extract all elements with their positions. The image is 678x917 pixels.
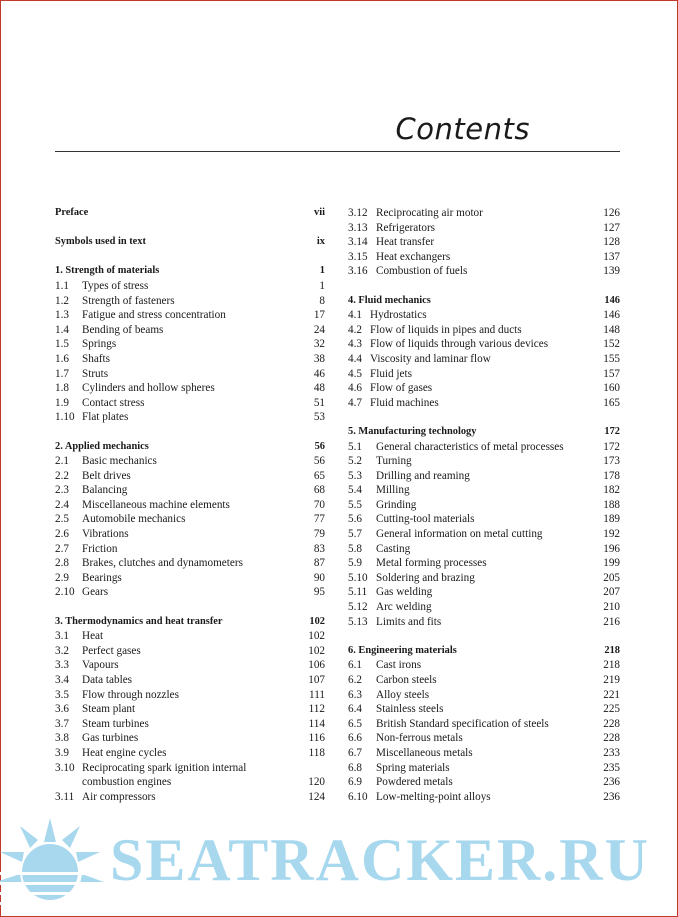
toc-entry-number: 6.2 — [348, 674, 362, 686]
toc-page-number: 146 — [603, 309, 620, 322]
toc-entry-number: 1.8 — [55, 382, 69, 395]
toc-entry-number: 5.4 — [348, 484, 362, 497]
toc-page-number: 107 — [308, 674, 325, 686]
toc-left-column — [55, 206, 325, 804]
toc-page-number: 157 — [603, 367, 620, 380]
toc-chapter-heading — [55, 615, 325, 630]
toc-entry — [55, 367, 325, 382]
toc-entry-number: 5.1 — [348, 440, 362, 453]
toc-entry-title: Symbols used in text — [55, 236, 146, 248]
toc-entry — [55, 702, 325, 717]
toc-entry-title: Automobile mechanics — [82, 513, 186, 526]
toc-entry — [348, 717, 620, 732]
toc-page-number: 172 — [603, 440, 620, 453]
toc-page-number: 182 — [603, 484, 620, 497]
toc-entry-title: Strength of fasteners — [82, 294, 175, 307]
toc-entry — [348, 790, 620, 805]
toc-entry-number: 3.9 — [55, 746, 69, 759]
toc-entry-title: Flow of gases — [370, 382, 433, 395]
toc-entry — [55, 658, 325, 673]
toc-entry-number: 1.6 — [55, 352, 69, 365]
toc-entry-number: 1.3 — [55, 309, 69, 322]
toc-page-number: 120 — [308, 776, 325, 789]
toc-entry — [348, 352, 620, 367]
toc-entry-title: Reciprocating spark ignition internal — [82, 761, 247, 774]
toc-entry — [348, 469, 620, 484]
toc-page-number: 228 — [603, 717, 620, 730]
toc-entry — [348, 381, 620, 396]
toc-entry-title: Bending of beams — [82, 323, 164, 336]
toc-entry — [348, 323, 620, 338]
toc-page-number: 127 — [603, 221, 620, 234]
toc-chapter-heading — [348, 425, 620, 440]
toc-page-number: 219 — [603, 674, 620, 686]
toc-entry-title: Shafts — [82, 352, 110, 365]
toc-page-number: 118 — [308, 746, 325, 759]
toc-entry-number: 6.1 — [348, 659, 362, 672]
toc-entry-number: 6.4 — [348, 703, 362, 716]
toc-entry — [55, 556, 325, 571]
toc-entry — [55, 644, 325, 659]
toc-entry-number: 3.3 — [55, 659, 69, 672]
toc-entry — [55, 746, 325, 761]
toc-entry-number: 5.6 — [348, 513, 362, 526]
toc-page-number: 165 — [603, 396, 620, 409]
toc-chapter-heading — [55, 235, 325, 250]
toc-entry-number: 5.2 — [348, 455, 362, 468]
toc-entry-number: 1.4 — [55, 323, 69, 336]
toc-entry-number: 2.5 — [55, 513, 69, 526]
page-title: Contents — [395, 112, 530, 146]
toc-entry-number: 6.6 — [348, 732, 362, 745]
toc-entry-number: 4.6 — [348, 382, 362, 395]
toc-entry-number: 3.7 — [55, 717, 69, 730]
toc-entry-title: Turning — [376, 455, 412, 468]
toc-entry-number: 6.8 — [348, 761, 362, 774]
toc-entry-number: 1.2 — [55, 294, 69, 307]
toc-entry-title: Stainless steels — [376, 703, 444, 716]
toc-entry — [348, 775, 620, 790]
toc-page-number: 102 — [308, 644, 325, 657]
toc-page-number: 152 — [603, 338, 620, 351]
toc-entry-number: 5.8 — [348, 542, 362, 555]
toc-entry-title: Gas welding — [376, 586, 433, 599]
toc-entry-title: Belt drives — [82, 469, 131, 482]
toc-entry — [348, 761, 620, 776]
toc-page-number: 38 — [313, 352, 325, 365]
toc-page-number: 139 — [603, 265, 620, 278]
toc-entry-title: combustion engines — [82, 776, 172, 789]
toc-entry-title: Cutting-tool materials — [376, 513, 475, 526]
toc-entry-title: Contact stress — [82, 396, 145, 409]
toc-entry-number: 3.16 — [348, 265, 368, 278]
toc-entry — [55, 761, 325, 776]
toc-entry-number: 4.2 — [348, 323, 362, 336]
toc-entry-title: 2. Applied mechanics — [55, 440, 149, 452]
toc-page-number: 95 — [313, 586, 325, 599]
toc-page-number: 199 — [603, 557, 620, 570]
toc-entry-title: 4. Fluid mechanics — [348, 294, 431, 306]
toc-entry-number: 3.2 — [55, 644, 69, 657]
toc-page-number: 228 — [603, 732, 620, 745]
toc-entry — [55, 308, 325, 323]
toc-entry — [348, 600, 620, 615]
toc-page-number: 56 — [313, 455, 325, 468]
toc-entry — [55, 381, 325, 396]
toc-entry — [348, 264, 620, 279]
toc-entry-title: Low-melting-point alloys — [376, 790, 491, 803]
toc-entry-title: 1. Strength of materials — [55, 265, 160, 277]
toc-page-number: 102 — [308, 630, 325, 643]
toc-entry-number: 3.12 — [348, 207, 368, 219]
toc-page-number: 172 — [604, 425, 620, 437]
toc-entry-title: 3. Thermodynamics and heat transfer — [55, 615, 223, 627]
toc-page-number: 32 — [313, 338, 325, 351]
toc-entry-title: Heat transfer — [376, 236, 435, 249]
toc-entry-number: 2.7 — [55, 542, 69, 555]
toc-entry — [348, 337, 620, 352]
toc-entry-number: 3.11 — [55, 790, 75, 803]
toc-entry-number: 3.6 — [55, 703, 69, 716]
toc-page-number: 106 — [308, 659, 325, 672]
toc-entry-number: 2.2 — [55, 469, 69, 482]
toc-entry-title: Brakes, clutches and dynamometers — [82, 557, 243, 570]
toc-page-number: 216 — [603, 615, 620, 628]
toc-entry-number: 2.3 — [55, 484, 69, 497]
toc-page-number: 79 — [313, 528, 325, 541]
toc-entry-title: Viscosity and laminar flow — [370, 352, 491, 365]
toc-entry-number: 2.6 — [55, 528, 69, 541]
toc-page-number: 8 — [319, 294, 325, 307]
toc-entry-title: Spring materials — [376, 761, 450, 774]
toc-entry-title: Preface — [55, 207, 89, 218]
watermark-text: SEATRACKER.RU — [110, 827, 650, 893]
toc-page-number: 221 — [603, 688, 620, 701]
toc-entry — [55, 294, 325, 309]
toc-page-number: 102 — [309, 615, 325, 627]
toc-entry-title: Casting — [376, 542, 411, 555]
toc-chapter-heading — [55, 206, 325, 221]
toc-entry — [348, 308, 620, 323]
toc-entry — [348, 527, 620, 542]
toc-page-number: 1 — [319, 265, 325, 277]
toc-entry-title: Milling — [376, 484, 410, 497]
toc-page-number: 124 — [308, 790, 325, 803]
toc-entry-title: Cylinders and hollow spheres — [82, 382, 215, 395]
toc-entry-title: General characteristics of metal processes — [376, 440, 564, 453]
toc-entry — [55, 337, 325, 352]
toc-entry-number: 6.10 — [348, 790, 368, 803]
toc-entry-title: Refrigerators — [376, 221, 436, 234]
toc-entry-title: Carbon steels — [376, 674, 437, 686]
toc-entry — [348, 221, 620, 236]
toc-entry-title: Friction — [82, 542, 118, 555]
toc-entry-number: 5.5 — [348, 498, 362, 511]
toc-entry-title: Arc welding — [376, 601, 432, 614]
toc-entry-number: 2.8 — [55, 557, 69, 570]
toc-entry-title: Flow through nozzles — [82, 688, 179, 701]
toc-page-number: 210 — [603, 601, 620, 614]
toc-entry-title: Springs — [82, 338, 117, 351]
toc-entry — [55, 731, 325, 746]
toc-entry-number: 5.9 — [348, 557, 362, 570]
toc-entry — [55, 571, 325, 586]
toc-entry — [55, 512, 325, 527]
toc-entry — [55, 717, 325, 732]
toc-entry-title: Non-ferrous metals — [376, 732, 463, 745]
toc-page-number: 87 — [313, 557, 325, 570]
toc-entry — [348, 673, 620, 688]
toc-entry-number: 4.5 — [348, 367, 362, 380]
toc-page-number: 112 — [308, 703, 325, 716]
toc-entry — [55, 688, 325, 703]
toc-entry — [348, 235, 620, 250]
toc-entry — [55, 673, 325, 688]
toc-entry-number: 3.1 — [55, 630, 69, 643]
toc-entry — [348, 731, 620, 746]
toc-entry — [55, 323, 325, 338]
toc-entry-number: 5.7 — [348, 528, 362, 541]
toc-page-number: 137 — [603, 250, 620, 263]
toc-entry-number: 4.7 — [348, 396, 362, 409]
toc-page-number: 236 — [603, 776, 620, 789]
toc-entry-title: Basic mechanics — [82, 455, 157, 468]
toc-page-number: ix — [316, 236, 325, 248]
toc-entry-number: 6.5 — [348, 717, 362, 730]
toc-entry-title: Flat plates — [82, 411, 129, 424]
toc-entry-number: 3.8 — [55, 732, 69, 745]
toc-chapter-heading — [348, 294, 620, 309]
toc-page-number: 111 — [309, 688, 325, 701]
toc-entry-title: Data tables — [82, 674, 133, 686]
toc-entry-title: Air compressors — [82, 790, 156, 803]
toc-entry-title: Alloy steels — [376, 688, 430, 701]
toc-entry — [55, 542, 325, 557]
toc-entry-title: Hydrostatics — [370, 309, 427, 322]
title-rule — [55, 151, 620, 152]
toc-entry-number: 3.14 — [348, 236, 368, 249]
toc-entry-title: Balancing — [82, 484, 128, 497]
toc-entry-title: Reciprocating air motor — [376, 207, 483, 219]
toc-page-number: 17 — [313, 309, 325, 322]
toc-entry-number: 5.10 — [348, 571, 368, 584]
toc-page-number: 51 — [313, 396, 325, 409]
toc-entry-title: Heat exchangers — [376, 250, 451, 263]
toc-entry-number: 5.3 — [348, 469, 362, 482]
toc-page-number: 114 — [308, 717, 325, 730]
toc-page-number: 160 — [603, 382, 620, 395]
toc-page-number: 53 — [313, 411, 325, 424]
toc-entry-title: Types of stress — [82, 279, 149, 292]
toc-entry-number: 3.15 — [348, 250, 368, 263]
toc-entry — [348, 615, 620, 630]
toc-entry — [348, 556, 620, 571]
toc-entry — [55, 352, 325, 367]
toc-entry-number: 1.9 — [55, 396, 69, 409]
toc-entry — [55, 396, 325, 411]
toc-entry-title: Gears — [82, 586, 109, 599]
toc-entry-title: Vibrations — [82, 528, 129, 541]
toc-entry — [348, 746, 620, 761]
toc-entry — [55, 775, 325, 790]
toc-entry-title: Powdered metals — [376, 776, 453, 789]
toc-entry-title: Perfect gases — [82, 644, 141, 657]
toc-entry — [55, 585, 325, 600]
toc-entry-number: 5.13 — [348, 615, 368, 628]
toc-entry-number: 3.10 — [55, 761, 75, 774]
toc-entry — [348, 440, 620, 455]
toc-page-number: 189 — [603, 513, 620, 526]
toc-entry-title: Fatigue and stress concentration — [82, 309, 226, 322]
toc-entry-title: 6. Engineering materials — [348, 644, 457, 656]
toc-entry-number: 1.10 — [55, 411, 75, 424]
toc-entry-number: 2.10 — [55, 586, 75, 599]
toc-page-number: vii — [314, 207, 325, 218]
toc-entry-title: Heat engine cycles — [82, 746, 167, 759]
toc-page-number: 207 — [603, 586, 620, 599]
toc-entry-title: Metal forming processes — [376, 557, 487, 570]
toc-page-number: 218 — [603, 659, 620, 672]
toc-entry — [348, 585, 620, 600]
toc-entry-number: 3.5 — [55, 688, 69, 701]
toc-entry-number: 2.4 — [55, 498, 69, 511]
toc-page-number: 155 — [603, 352, 620, 365]
toc-page-number: 128 — [603, 236, 620, 249]
toc-entry — [348, 454, 620, 469]
toc-page-number: 1 — [319, 279, 325, 292]
toc-page-number: 65 — [313, 469, 325, 482]
toc-entry — [348, 483, 620, 498]
toc-entry-title: Soldering and brazing — [376, 571, 475, 584]
toc-page-number: 24 — [313, 323, 325, 336]
toc-entry-title: British Standard specification of steels — [376, 717, 549, 730]
toc-entry-title: Flow of liquids through various devices — [370, 338, 549, 351]
toc-entry-number: 5.11 — [348, 586, 368, 599]
toc-page-number: 126 — [603, 207, 620, 219]
toc-page-number: 146 — [604, 294, 620, 306]
toc-page-number: 90 — [313, 571, 325, 584]
toc-entry — [55, 790, 325, 805]
toc-entry-title: Gas turbines — [82, 732, 139, 745]
toc-entry-number: 4.3 — [348, 338, 362, 351]
toc-entry — [348, 512, 620, 527]
toc-entry — [55, 279, 325, 294]
toc-page-number: 148 — [603, 323, 620, 336]
toc-entry — [55, 483, 325, 498]
toc-entry-title: Miscellaneous machine elements — [82, 498, 230, 511]
toc-entry — [348, 498, 620, 513]
toc-entry — [348, 702, 620, 717]
toc-entry-title: Steam plant — [82, 703, 136, 716]
toc-entry-number: 3.13 — [348, 221, 368, 234]
toc-page-number: 235 — [603, 761, 620, 774]
toc-chapter-heading — [348, 644, 620, 659]
toc-page-number: 77 — [313, 513, 325, 526]
toc-entry-number: 3.4 — [55, 674, 69, 686]
toc-page-number: 48 — [313, 382, 325, 395]
toc-entry-title: Vapours — [82, 659, 119, 672]
toc-entry-title: Steam turbines — [82, 717, 149, 730]
toc-page-number: 173 — [603, 455, 620, 468]
toc-entry — [55, 410, 325, 425]
toc-entry — [55, 498, 325, 513]
toc-page-number: 188 — [603, 498, 620, 511]
toc-entry — [348, 542, 620, 557]
toc-page-number: 218 — [604, 644, 620, 656]
toc-entry-number: 5.12 — [348, 601, 368, 614]
toc-entry-number: 2.1 — [55, 455, 69, 468]
toc-entry — [348, 688, 620, 703]
toc-page-number: 196 — [603, 542, 620, 555]
toc-entry-title: Struts — [82, 367, 109, 380]
toc-entry-title: Combustion of fuels — [376, 265, 468, 278]
toc-page-number: 68 — [313, 484, 325, 497]
toc-entry-number: 2.9 — [55, 571, 69, 584]
toc-entry-number: 6.3 — [348, 688, 362, 701]
toc-entry-title: Drilling and reaming — [376, 469, 470, 482]
toc-entry-title: Miscellaneous metals — [376, 746, 473, 759]
toc-page-number: 192 — [603, 528, 620, 541]
toc-page-number: 46 — [313, 367, 325, 380]
toc-entry — [348, 658, 620, 673]
toc-entry-number: 1.1 — [55, 279, 69, 292]
toc-chapter-heading — [55, 440, 325, 455]
toc-entry-number: 1.7 — [55, 367, 69, 380]
toc-entry-number: 4.1 — [348, 309, 362, 322]
toc-entry — [55, 629, 325, 644]
toc-entry — [348, 571, 620, 586]
toc-entry — [55, 469, 325, 484]
toc-page-number: 236 — [603, 790, 620, 803]
toc-right-column — [348, 206, 620, 804]
toc-entry-title: Flow of liquids in pipes and ducts — [370, 323, 522, 336]
toc-page-number: 225 — [603, 703, 620, 716]
toc-entry-title: General information on metal cutting — [376, 528, 543, 541]
toc-chapter-heading — [55, 264, 325, 279]
toc-entry-title: Grinding — [376, 498, 417, 511]
toc-entry — [55, 527, 325, 542]
toc-page-number: 83 — [313, 542, 325, 555]
toc-entry — [55, 454, 325, 469]
toc-entry-title: Heat — [82, 630, 104, 643]
toc-entry — [348, 396, 620, 411]
toc-page-number: 116 — [308, 732, 325, 745]
toc-entry-title: Cast irons — [376, 659, 422, 672]
toc-page-number: 56 — [314, 440, 325, 452]
toc-page-number: 178 — [603, 469, 620, 482]
toc-entry-number: 1.5 — [55, 338, 69, 351]
toc-page-number: 205 — [603, 571, 620, 584]
toc-entry-number: 6.7 — [348, 746, 362, 759]
toc-entry-title: Limits and fits — [376, 615, 442, 628]
toc-page-number: 70 — [313, 498, 325, 511]
toc-entry-title: 5. Manufacturing technology — [348, 425, 477, 437]
toc-entry — [348, 206, 620, 221]
toc-entry — [348, 250, 620, 265]
toc-entry-number: 4.4 — [348, 352, 362, 365]
toc-page-number: 233 — [603, 746, 620, 759]
toc-entry-title: Fluid machines — [370, 396, 439, 409]
toc-entry-number: 6.9 — [348, 776, 362, 789]
toc-entry-title: Bearings — [82, 571, 122, 584]
toc-entry-title: Fluid jets — [370, 367, 412, 380]
toc-entry — [348, 367, 620, 382]
